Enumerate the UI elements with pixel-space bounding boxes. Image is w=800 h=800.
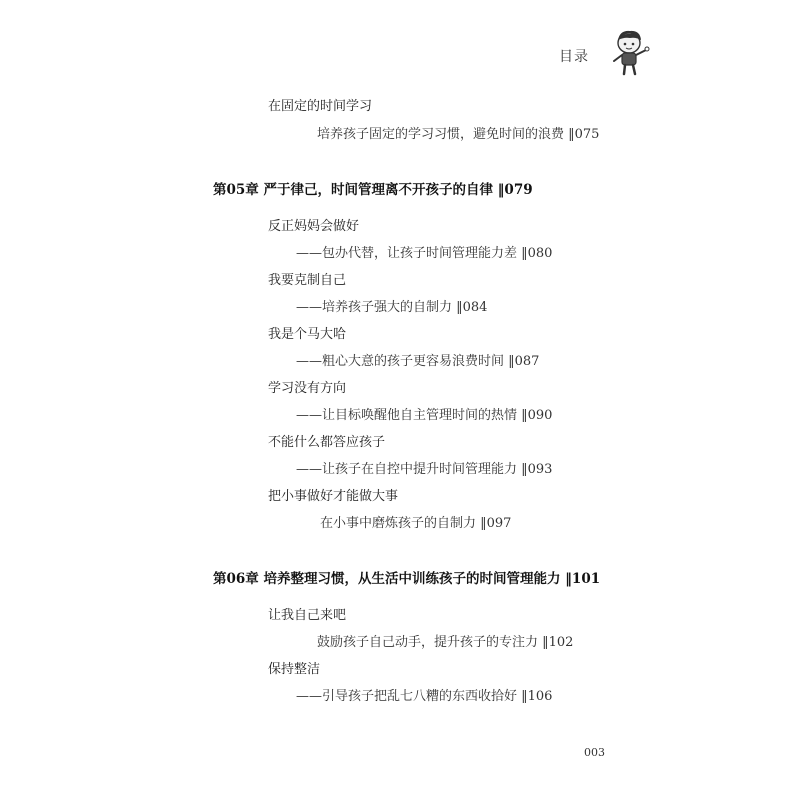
toc-entry-subtitle: ——粗心大意的孩子更容易浪费时间 ‖087 bbox=[296, 354, 540, 369]
page-number: 003 bbox=[584, 746, 605, 759]
toc-entry-subtitle: ——让孩子在自控中提升时间管理能力 ‖093 bbox=[296, 462, 553, 477]
toc-entry-title: 反正妈妈会做好 bbox=[268, 219, 360, 234]
toc-entry-title: 我是个马大哈 bbox=[268, 327, 347, 342]
toc-entry-title: 保持整洁 bbox=[268, 662, 321, 677]
toc-entry-title: 在固定的时间学习 bbox=[268, 99, 373, 114]
toc-entry-title: 学习没有方向 bbox=[268, 381, 347, 396]
toc-entry-subtitle: ——培养孩子强大的自制力 ‖084 bbox=[296, 300, 488, 315]
cartoon-boy-icon bbox=[606, 28, 652, 78]
toc-entry-title: 把小事做好才能做大事 bbox=[268, 489, 399, 504]
header-label: 目录 bbox=[559, 49, 589, 65]
toc-entry-subtitle: 鼓励孩子自己动手，提升孩子的专注力 ‖102 bbox=[317, 635, 574, 650]
toc-entry-subtitle: 在小事中磨炼孩子的自制力 ‖097 bbox=[320, 516, 512, 531]
toc-entry-subtitle: ——让目标唤醒他自主管理时间的热情 ‖090 bbox=[296, 408, 553, 423]
toc-entry-title: 让我自己来吧 bbox=[268, 608, 347, 623]
chapter-05-heading: 第05章 严于律己，时间管理离不开孩子的自律 ‖079 bbox=[213, 182, 533, 198]
chapter-06-heading: 第06章 培养整理习惯，从生活中训练孩子的时间管理能力 ‖101 bbox=[213, 571, 601, 587]
toc-entry-subtitle: ——包办代替，让孩子时间管理能力差 ‖080 bbox=[296, 246, 553, 261]
toc-entry-title: 不能什么都答应孩子 bbox=[268, 435, 386, 450]
toc-entry-title: 我要克制自己 bbox=[268, 273, 347, 288]
toc-entry-subtitle: 培养孩子固定的学习习惯，避免时间的浪费 ‖075 bbox=[317, 127, 600, 142]
toc-entry-subtitle: ——引导孩子把乱七八糟的东西收拾好 ‖106 bbox=[296, 689, 553, 704]
